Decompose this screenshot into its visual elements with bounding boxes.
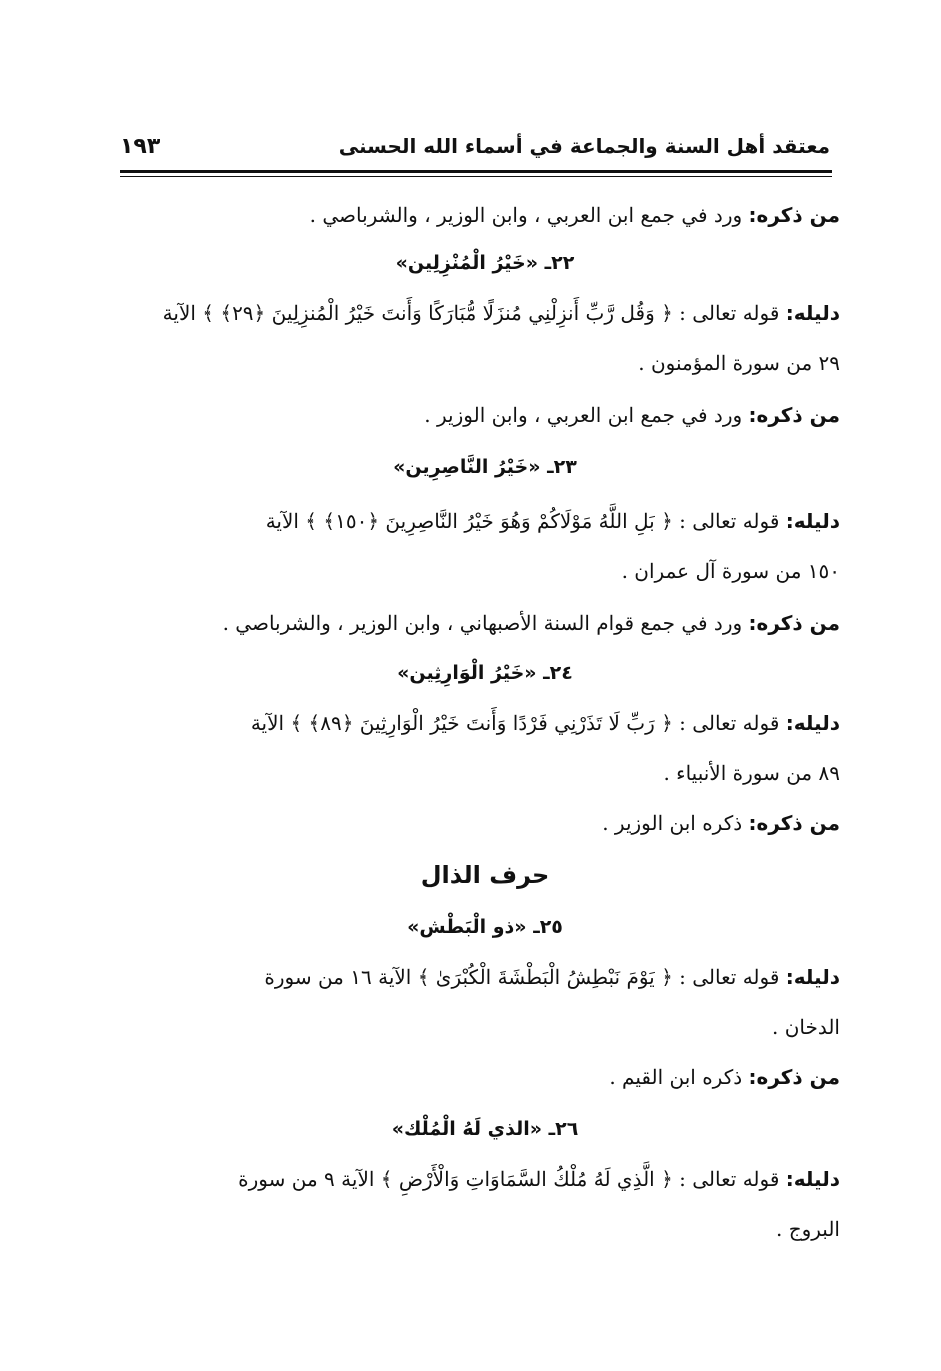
name-heading: ٢٢ـ «خَيْرُ الْمُنْزِلِين» <box>395 252 575 274</box>
entry-label: من ذكره: <box>748 203 840 227</box>
entry-line <box>223 608 840 638</box>
entry-line <box>251 708 840 738</box>
entry-line <box>310 200 840 230</box>
entry-line <box>424 400 840 430</box>
entry-text: ذكره ابن الوزير . <box>602 811 749 835</box>
entry-text: قوله تعالى : ﴿ يَوْمَ نَبْطِشُ الْبَطْشَةَ الْكُبْرَىٰ ﴾ الآية ١٦ من سورة <box>264 965 786 989</box>
name-heading: ٢٣ـ «خَيْرُ النَّاصِرِين» <box>393 456 577 478</box>
running-header <box>120 128 830 164</box>
entry-label: من ذكره: <box>748 1065 840 1089</box>
name-heading: ٢٥ـ «ذو الْبَطْش» <box>407 916 563 938</box>
entry-label: من ذكره: <box>748 611 840 635</box>
name-heading: ٢٤ـ «خَيْرُ الْوَارِثِين» <box>397 662 573 684</box>
entry-continuation: ٨٩ من سورة الأنبياء . <box>663 761 840 785</box>
entry-continuation: البروج . <box>775 1217 840 1241</box>
entry-text: ورد في جمع قوام السنة الأصبهاني ، وابن الوزير ، والشرباصي . <box>222 611 749 635</box>
entry-text: قوله تعالى : ﴿ رَبِّ لَا تَذَرْنِي فَرْدًا وَأَنتَ خَيْرُ الْوَارِثِينَ ﴿٨٩﴾ ﴾ الآية <box>250 711 786 735</box>
entry-text: ذكره ابن القيم . <box>609 1065 749 1089</box>
entry-label: دليله: <box>785 301 840 325</box>
entry-label: من ذكره: <box>748 811 840 835</box>
entry-label: دليله: <box>785 509 840 533</box>
entry-continuation: ١٥٠ من سورة آل عمران . <box>621 559 840 583</box>
entry-text: ورد في جمع ابن العربي ، وابن الوزير . <box>424 403 749 427</box>
entry-label: من ذكره: <box>748 403 840 427</box>
entry-continuation: ٢٩ من سورة المؤمنون . <box>638 351 840 375</box>
header-rule-thin <box>120 176 832 177</box>
name-heading: ٢٦ـ «الذي لَهُ الْمُلْك» <box>391 1118 579 1140</box>
header-title: معتقد أهل السنة والجماعة في أسماء الله الحسنى <box>338 134 830 158</box>
page-number: ١٩٣ <box>120 133 161 159</box>
entry-text: ورد في جمع ابن العربي ، وابن الوزير ، والشرباصي . <box>309 203 749 227</box>
entry-line <box>602 808 840 838</box>
entry-line <box>163 298 840 328</box>
header-rule-thick <box>120 170 832 173</box>
entry-label: دليله: <box>785 711 840 735</box>
entry-line <box>264 962 840 992</box>
entry-text: قوله تعالى : ﴿ بَلِ اللَّهُ مَوْلَاكُمْ وَهُوَ خَيْرُ النَّاصِرِينَ ﴿١٥٠﴾ ﴾ الآية <box>265 509 786 533</box>
entry-label: دليله: <box>785 965 840 989</box>
entry-text: قوله تعالى : ﴿ الَّذِي لَهُ مُلْكُ السَّمَاوَاتِ وَالْأَرْضِ ﴾ الآية ٩ من سورة <box>238 1167 786 1191</box>
section-heading: حرف الذال <box>420 861 550 889</box>
entry-label: دليله: <box>785 1167 840 1191</box>
entry-line <box>238 1164 840 1194</box>
entry-line <box>609 1062 840 1092</box>
entry-continuation: الدخان . <box>771 1015 840 1039</box>
entry-text: قوله تعالى : ﴿ وَقُل رَّبِّ أَنزِلْنِي مُنزَلًا مُّبَارَكًا وَأَنتَ خَيْرُ الْمُنزِلِينَ ﴿٢٩﴾ ﴾ الآية <box>162 301 786 325</box>
entry-line <box>266 506 840 536</box>
